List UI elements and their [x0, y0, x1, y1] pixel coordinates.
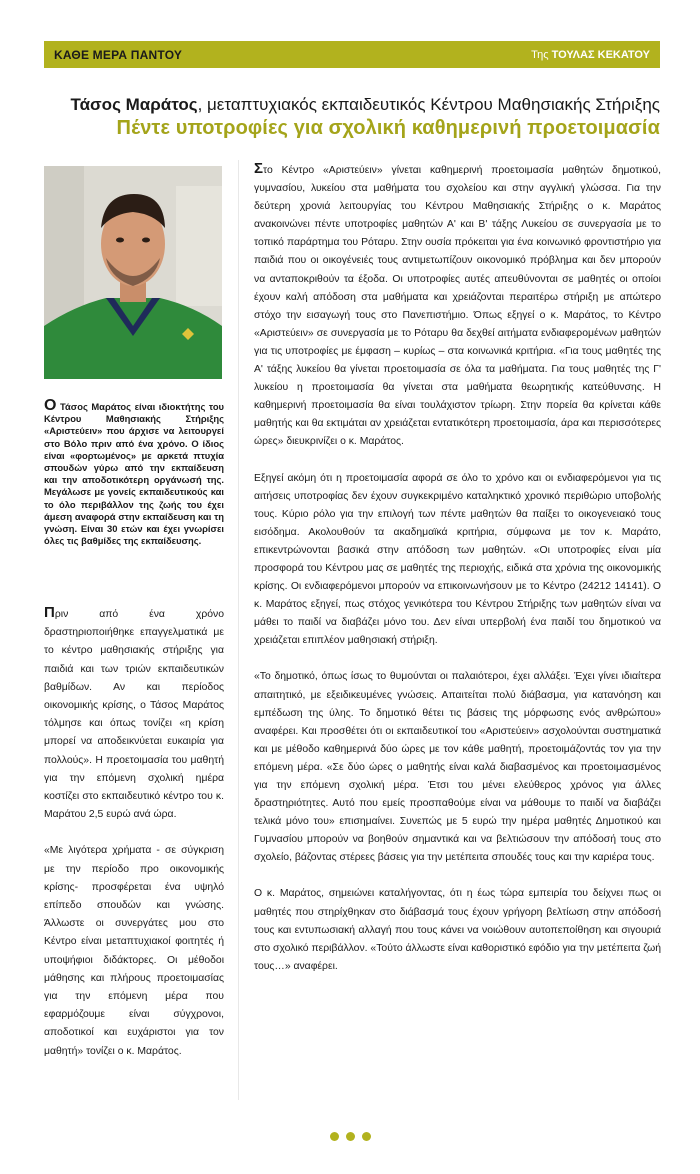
dot-icon: [330, 1132, 339, 1141]
dot-icon: [346, 1132, 355, 1141]
left-initial: Π: [44, 604, 55, 621]
right-paragraph-1: [254, 160, 661, 452]
right-initial: Σ: [254, 160, 264, 177]
portrait-illustration: [44, 166, 222, 379]
kicker: [44, 94, 660, 115]
left-paragraph-2: «Με λιγότερα χρήματα - σε σύγκριση με την περίοδο προ οικονομικής κρίσης- προσφέρεται ένα υψηλό επίπεδο σπουδών και γνώσης. Άλλωστε οι συνεργάτες μου στο Κέντρο είναι μεταπτυχιακοί φοιτητές ή υποψήφιοι διδάκτορες. Οι μέθοδοι μάθησης και πλήρους προετοιμασίας για την επόμενη μέρα που εφαρμόζουμε είναι σύγχρονοι, αποδοτικοί και ευχάριστοι για τον μαθητή» τονίζει ο κ. Μαράτος.: [44, 845, 224, 1057]
byline-prefix: Της: [531, 48, 549, 61]
caption-text: Τάσος Μαράτος είναι ιδιοκτήτης του Κέντρου Μαθησιακής Στήριξης «Αριστεύειν» που άρχισε να λειτουργεί στο Βόλο πριν από ένα χρόνο. Ο ίδιος είναι «φορτωμένος» με αρκετά πτυχία σπουδών γύρω από την εκπαίδευση και την αποδοτικότερη οργάνωσή της. Μεγάλωσε με γονείς εκπαιδευτικούς και το όλο περιβάλλον της ζωής του έχει άμεση αναφορά στην εκπαίδευση και τη γνώση. Είναι 30 ετών και έχει γνωρίσει όλες τις βαθμίδες της εκπαίδευσης.: [44, 401, 224, 547]
photo-caption: [44, 397, 224, 547]
left-paragraph-1-text: ριν από ένα χρόνο δραστηριοποιήθηκε επαγγελματικά με το κέντρο μαθησιακής στήριξης για παιδιά και των τριών εκπαιδευτικών βαθμίδων. Αν και περίοδος οικονομικής κρίσης, ο Τάσος Μαράτος τόλμησε και όπως τονίζει «η κρίση μπορεί να αποδεικνύεται ευκαιρία για πολλούς». Η προετοιμασία του μαθητή για την επόμενη σχολική ημέρα κοστίζει στο εκπαιδευτικό κέντρο του κ. Μαράτου 2,5 ευρώ ανά ώρα.: [44, 609, 224, 821]
header-bar: [44, 41, 660, 68]
byline: [531, 49, 650, 61]
kicker-description: , μεταπτυχιακός εκπαιδευτικός Κέντρου Μαθησιακής Στήριξης: [197, 95, 660, 114]
right-column: [254, 160, 661, 994]
right-paragraph-1-text: το Κέντρο «Αριστεύειν» γίνεται καθημερινή προετοιμασία μαθητών δημοτικού, γυμνασίου, λυκείου στα μαθήματα του σχολείου και στην αγγλική γλώσσα. Για την δεύτερη χρονιά λειτουργίας του Κέντρου Μαθησιακής Στήριξης ο κ. Μαράτος ανακοινώνει πέντε υποτροφίες μαθητών Α' και Β' τάξης Λυκείου σε συνεργασία με το τοπικό παράρτημα του Ρόταρυ. Στην ουσία πρόκειται για ένα κοινωνικό φροντιστήριο για παιδιά που οι οικογένειές τους αντιμετωπίζουν οικονομικό πρόβλημα και δεν μπορούν να ανταποκριθούν τα έξοδα. Οι υποτροφίες αυτές απευθύνονται σε μαθητές οι οποίοι έχουν καλή απόδοση στα μαθήματα και χρειάζονται περαιτέρω στήριξη με απώτερο στόχο την εισαγωγή τους στο Πανεπιστήμιο. Όπως εξηγεί ο κ. Μαράτος, το Κέντρο «Αριστεύειν» σε συνεργασία με το Ρόταρυ θα δεχθεί αιτήματα ενδιαφερομένων μαθητών για τις υποτροφίες με έμφαση – κυρίως – στα κοινωνικά κριτήρια. «Για τους μαθητές της Α' τάξης λυκείου θα γίνεται προετοιμασία σε όλα τα μαθήματα. Για τους μαθητές της Γ' λυκείου η προετοιμασία θα γίνεται στα μαθήματα θεωρητικής κατεύθυνσης. Η καθημερινή προετοιμασία θα είναι τουλάχιστον τρίωρη. Στην πορεία θα κρίνεται κάθε μαθητής και θα εκτιμάται αν χρειάζεται εντατικότερη προετοιμασία, άρα και περισσότερες ώρες» διευκρινίζει ο κ. Μαράτος.: [254, 165, 661, 448]
left-column: [44, 604, 224, 1079]
column-divider: [238, 160, 239, 1100]
caption-dropcap: Ο: [44, 397, 57, 414]
headline-block: [44, 94, 660, 140]
section-label: ΚΑΘΕ ΜΕΡΑ ΠΑΝΤΟΥ: [54, 47, 183, 62]
kicker-name: Τάσος Μαράτος: [70, 95, 198, 114]
right-paragraph-2: Εξηγεί ακόμη ότι η προετοιμασία αφορά σε όλο το χρόνο και οι ενδιαφερόμενοι για τις αιτήσεις υποτροφίας δεν έχουν συγκεκριμένο καταληκτικό χρονικό περιθώριο υποβολής τους. Κύριο ρόλο για την επιλογή των πέντε μαθητών θα παίξει το οικογενειακό τους εισόδημα. Ακολουθούν τα ακαδημαϊκά κριτήρια, σύμφωνα με τον κ. Μαράτο, επικεντρώνονται βασικά στην απόδοση των μαθητών. «Οι υποτροφίες είναι μία προσφορά του Κέντρου μας σε μαθητές της περιοχής, ειδικά στα χρόνια της οικονομικής κρίσης. Οι ενδιαφερόμενοι μπορούν να επικοινωνήσουν με το Κέντρο (24212 14141). Ο κ. Μαράτος εξηγεί, πως στόχος γενικότερα του Κέντρου Στήριξης των μαθητών είναι να μάθει το παιδί να διαβάζει μόνο του. Δεν είναι υπερβολή ένα παιδί του δημοτικού να χρειάζεται επιπλέον μαθησιακή στήριξη.: [254, 472, 661, 647]
footer-dots-ornament: [0, 1132, 700, 1141]
right-paragraph-3: «Το δημοτικό, όπως ίσως το θυμούνται οι παλαιότεροι, έχει αλλάξει. Έχει γίνει ιδιαίτερα απαιτητικό, με εξειδικευμένες γνώσεις. Απαιτείται πολύ διάβασμα, για κατανόηση και εμπέδωση της ύλης. Το δημοτικό θέτει τις βάσεις της μόρφωσης ενός ανθρώπου» αναφέρει. Και προσθέτει ότι οι εκπαιδευτικοί του «Αριστεύειν» ασχολούνται συστηματικά και με μέθοδο καθημερινά δύο ώρες με τον κάθε μαθητή, προετοιμάζοντάς τον για την επόμενη μέρα. «Σε δύο ώρες ο μαθητής είναι καλά διαβασμένος και προετοιμασμένος για την επόμενη σχολική μέρα. Έτσι του μένει ελεύθερος χρόνος για άλλες δραστηριότητες. Αυτό που εμείς προσπαθούμε είναι να μάθουμε το παιδί να διαβάζει τελικά μόνο του» επισημαίνει. Συνεπώς με 5 ευρώ την ημέρα μαθητές Δημοτικού και Γυμνασίου μπορούν να βοηθούν σημαντικά και να βελτιώσουν την απόδοσή τους στο σχολείο, βάζοντας στέρεες βάσεις για την μετέπειτα σπουδές τους και την καριέρα τους.: [254, 671, 661, 864]
dot-icon: [362, 1132, 371, 1141]
article-title: Πέντε υποτροφίες για σχολική καθημερινή προετοιμασία: [116, 117, 660, 139]
left-paragraph-1: [44, 604, 224, 824]
byline-author: ΤΟΥΛΑΣ ΚΕΚΑΤΟΥ: [551, 48, 650, 61]
right-paragraph-4: Ο κ. Μαράτος, σημειώνει καταλήγοντας, ότι η έως τώρα εμπειρία του δείχνει πως οι μαθητές που στηρίχθηκαν στο διάβασμά τους έχουν γρήγορη βελτίωση στην απόδοσή τους και εντυπωσιακή αλλαγή που τους κάνει να νοιώθουν αυτοπεποίθηση και σιγουριά στο σχολικό περιβάλλον. «Τούτο άλλωστε είναι καθοριστικό εφόδιο για την μετέπειτα ζωή τους…» αναφέρει.: [254, 888, 661, 972]
portrait-photo: [44, 166, 222, 379]
